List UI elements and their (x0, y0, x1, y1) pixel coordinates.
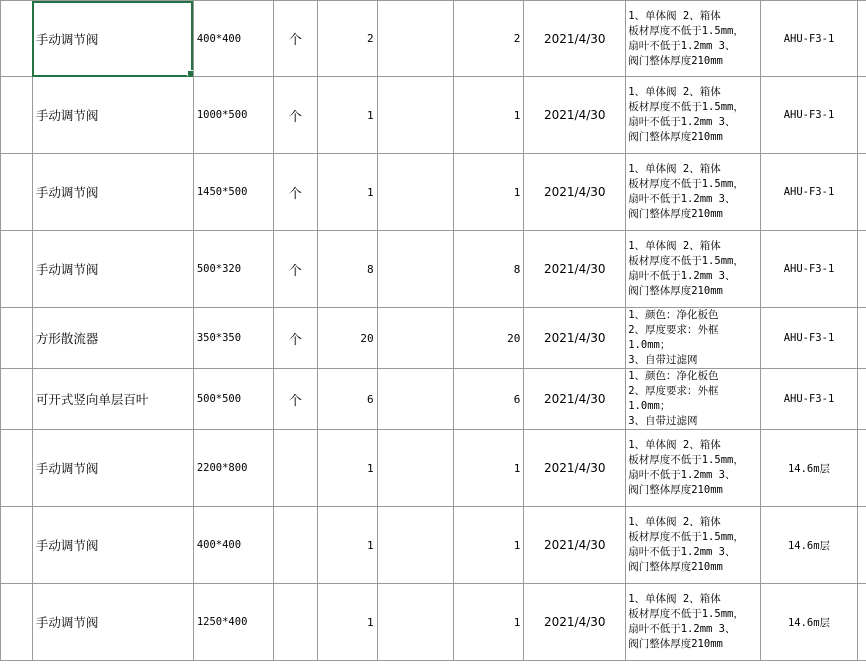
cell-edge[interactable] (857, 154, 866, 231)
description-line: 板材厚度不低于1.5mm， (628, 608, 744, 620)
description-line: 板材厚度不低于1.5mm， (628, 178, 744, 190)
cell-description[interactable] (626, 507, 761, 584)
cell-quantity-2[interactable]: 1 (454, 584, 524, 661)
description-line: 阀门整体厚度210mm (628, 54, 723, 67)
row-lead-cell[interactable] (1, 1, 33, 77)
cell-date[interactable]: 2021/4/30 (524, 507, 626, 584)
description-line: 1.0mm； (628, 339, 671, 351)
cell-date[interactable]: 2021/4/30 (524, 77, 626, 154)
cell-blank[interactable] (377, 507, 454, 584)
cell-blank[interactable] (377, 308, 454, 369)
table-body (1, 1, 866, 661)
description-line: 2、厚度要求：外框 (628, 385, 719, 397)
description-line: 板材厚度不低于1.5mm， (628, 531, 744, 543)
description-line: 1、颜色：净化板色 (628, 309, 719, 321)
table-row (1, 507, 866, 584)
row-lead-cell[interactable] (1, 154, 33, 231)
cell-date[interactable]: 2021/4/30 (524, 154, 626, 231)
cell-name[interactable]: 手动调节阀 (32, 430, 193, 507)
description-line: 3、自带过滤网 (628, 415, 698, 427)
row-lead-cell[interactable] (1, 308, 33, 369)
cell-quantity-2[interactable]: 6 (454, 369, 524, 430)
cell-quantity-2[interactable]: 1 (454, 77, 524, 154)
description-line: 板材厚度不低于1.5mm， (628, 101, 744, 113)
cell-description[interactable] (626, 369, 761, 430)
description-line: 板材厚度不低于1.5mm， (628, 255, 744, 267)
cell-date[interactable]: 2021/4/30 (524, 1, 626, 77)
cell-edge[interactable] (857, 231, 866, 308)
cell-spec[interactable]: 400*400 (193, 1, 273, 77)
description-line: 阀门整体厚度210mm (628, 131, 723, 143)
description-line: 1、单体阀 2、箱体 (628, 516, 721, 528)
cell-quantity[interactable]: 1 (317, 584, 377, 661)
cell-name[interactable]: 方形散流器 (32, 308, 193, 369)
cell-location[interactable]: 14.6m层 (761, 430, 858, 507)
cell-name[interactable]: 手动调节阀 (32, 507, 193, 584)
description-line: 1、单体阀 2、箱体 (628, 593, 721, 605)
description-line: 扇叶不低于1.2mm 3、 (628, 469, 736, 481)
fill-handle[interactable] (187, 70, 194, 77)
cell-date[interactable]: 2021/4/30 (524, 369, 626, 430)
description-line: 扇叶不低于1.2mm 3、 (628, 270, 736, 282)
cell-location[interactable]: AHU-F3-1 (761, 1, 858, 77)
cell-blank[interactable] (377, 231, 454, 308)
cell-date[interactable]: 2021/4/30 (524, 231, 626, 308)
cell-name[interactable]: 可开式竖向单层百叶 (32, 369, 193, 430)
cell-spec[interactable]: 500*500 (193, 369, 273, 430)
cell-unit[interactable] (273, 584, 317, 661)
cell-quantity[interactable]: 2 (317, 1, 377, 77)
row-lead-cell[interactable] (1, 369, 33, 430)
description-line: 1、单体阀 2、箱体 (628, 86, 721, 98)
description-line: 1、单体阀 2、箱体 (628, 9, 721, 22)
description-line: 阀门整体厚度210mm (628, 638, 723, 650)
cell-quantity[interactable]: 1 (317, 507, 377, 584)
cell-description[interactable] (626, 77, 761, 154)
table-row (1, 584, 866, 661)
description-line: 3、自带过滤网 (628, 354, 698, 366)
cell-description[interactable] (626, 584, 761, 661)
cell-unit[interactable]: 个 (273, 154, 317, 231)
description-line: 板材厚度不低于1.5mm， (628, 454, 744, 466)
cell-quantity-2[interactable]: 2 (454, 1, 524, 77)
table-row (1, 231, 866, 308)
cell-description[interactable] (626, 430, 761, 507)
cell-quantity-2[interactable]: 20 (454, 308, 524, 369)
table-row (1, 1, 866, 77)
cell-unit[interactable] (273, 430, 317, 507)
cell-unit[interactable]: 个 (273, 308, 317, 369)
description-line: 扇叶不低于1.2mm 3、 (628, 546, 736, 558)
cell-quantity-2[interactable]: 8 (454, 231, 524, 308)
cell-spec[interactable]: 1250*400 (193, 584, 273, 661)
cell-edge[interactable] (857, 507, 866, 584)
cell-description[interactable] (626, 154, 761, 231)
cell-quantity[interactable]: 1 (317, 154, 377, 231)
description-line: 1、颜色：净化板色 (628, 370, 719, 382)
cell-description[interactable] (626, 308, 761, 369)
table-row (1, 154, 866, 231)
row-lead-cell[interactable] (1, 584, 33, 661)
cell-edge[interactable] (857, 369, 866, 430)
row-lead-cell[interactable] (1, 430, 33, 507)
table-row (1, 308, 866, 369)
cell-date[interactable]: 2021/4/30 (524, 308, 626, 369)
cell-name[interactable]: 手动调节阀 (32, 1, 193, 77)
description-line: 1、单体阀 2、箱体 (628, 439, 721, 451)
cell-blank[interactable] (377, 584, 454, 661)
description-line: 阀门整体厚度210mm (628, 561, 723, 573)
cell-spec[interactable]: 350*350 (193, 308, 273, 369)
table-row (1, 77, 866, 154)
cell-location[interactable]: AHU-F3-1 (761, 77, 858, 154)
cell-edge[interactable] (857, 430, 866, 507)
cell-unit[interactable]: 个 (273, 77, 317, 154)
cell-quantity-2[interactable]: 1 (454, 507, 524, 584)
description-line: 1、单体阀 2、箱体 (628, 240, 721, 252)
cell-location[interactable]: AHU-F3-1 (761, 369, 858, 430)
table-row (1, 369, 866, 430)
cell-name[interactable]: 手动调节阀 (32, 584, 193, 661)
cell-quantity[interactable]: 1 (317, 430, 377, 507)
cell-quantity[interactable]: 20 (317, 308, 377, 369)
cell-quantity[interactable]: 1 (317, 77, 377, 154)
cell-description[interactable] (626, 1, 761, 77)
description-line: 板材厚度不低于1.5mm， (628, 24, 744, 37)
cell-blank[interactable] (377, 77, 454, 154)
cell-location[interactable]: 14.6m层 (761, 584, 858, 661)
cell-edge[interactable] (857, 308, 866, 369)
cell-description[interactable] (626, 231, 761, 308)
description-line: 2、厚度要求：外框 (628, 324, 719, 336)
row-lead-cell[interactable] (1, 507, 33, 584)
cell-spec[interactable]: 2200*800 (193, 430, 273, 507)
cell-location[interactable]: AHU-F3-1 (761, 231, 858, 308)
cell-quantity[interactable]: 6 (317, 369, 377, 430)
cell-spec[interactable]: 1000*500 (193, 77, 273, 154)
cell-unit[interactable]: 个 (273, 231, 317, 308)
cell-spec[interactable]: 1450*500 (193, 154, 273, 231)
row-lead-cell[interactable] (1, 231, 33, 308)
description-line: 阀门整体厚度210mm (628, 285, 723, 297)
cell-unit[interactable] (273, 507, 317, 584)
cell-blank[interactable] (377, 430, 454, 507)
cell-name[interactable]: 手动调节阀 (32, 77, 193, 154)
cell-spec[interactable]: 400*400 (193, 507, 273, 584)
cell-location[interactable]: AHU-F3-1 (761, 308, 858, 369)
cell-quantity[interactable]: 8 (317, 231, 377, 308)
description-line: 扇叶不低于1.2mm 3、 (628, 116, 736, 128)
cell-edge[interactable] (857, 1, 866, 77)
cell-name[interactable]: 手动调节阀 (32, 154, 193, 231)
cell-blank[interactable] (377, 369, 454, 430)
cell-unit[interactable]: 个 (273, 369, 317, 430)
cell-location[interactable]: AHU-F3-1 (761, 154, 858, 231)
description-line: 1.0mm； (628, 400, 671, 412)
description-line: 阀门整体厚度210mm (628, 208, 723, 220)
cell-blank[interactable] (377, 154, 454, 231)
description-line: 扇叶不低于1.2mm 3、 (628, 39, 736, 52)
row-lead-cell[interactable] (1, 77, 33, 154)
cell-name[interactable]: 手动调节阀 (32, 231, 193, 308)
cell-blank[interactable] (377, 1, 454, 77)
description-line: 扇叶不低于1.2mm 3、 (628, 193, 736, 205)
cell-date[interactable]: 2021/4/30 (524, 430, 626, 507)
cell-edge[interactable] (857, 584, 866, 661)
cell-unit[interactable]: 个 (273, 1, 317, 77)
description-line: 1、单体阀 2、箱体 (628, 163, 721, 175)
cell-location[interactable]: 14.6m层 (761, 507, 858, 584)
description-line: 阀门整体厚度210mm (628, 484, 723, 496)
table-row (1, 430, 866, 507)
description-line: 扇叶不低于1.2mm 3、 (628, 623, 736, 635)
cell-date[interactable]: 2021/4/30 (524, 584, 626, 661)
cell-quantity-2[interactable]: 1 (454, 430, 524, 507)
cell-quantity-2[interactable]: 1 (454, 154, 524, 231)
cell-edge[interactable] (857, 77, 866, 154)
cell-spec[interactable]: 500*320 (193, 231, 273, 308)
